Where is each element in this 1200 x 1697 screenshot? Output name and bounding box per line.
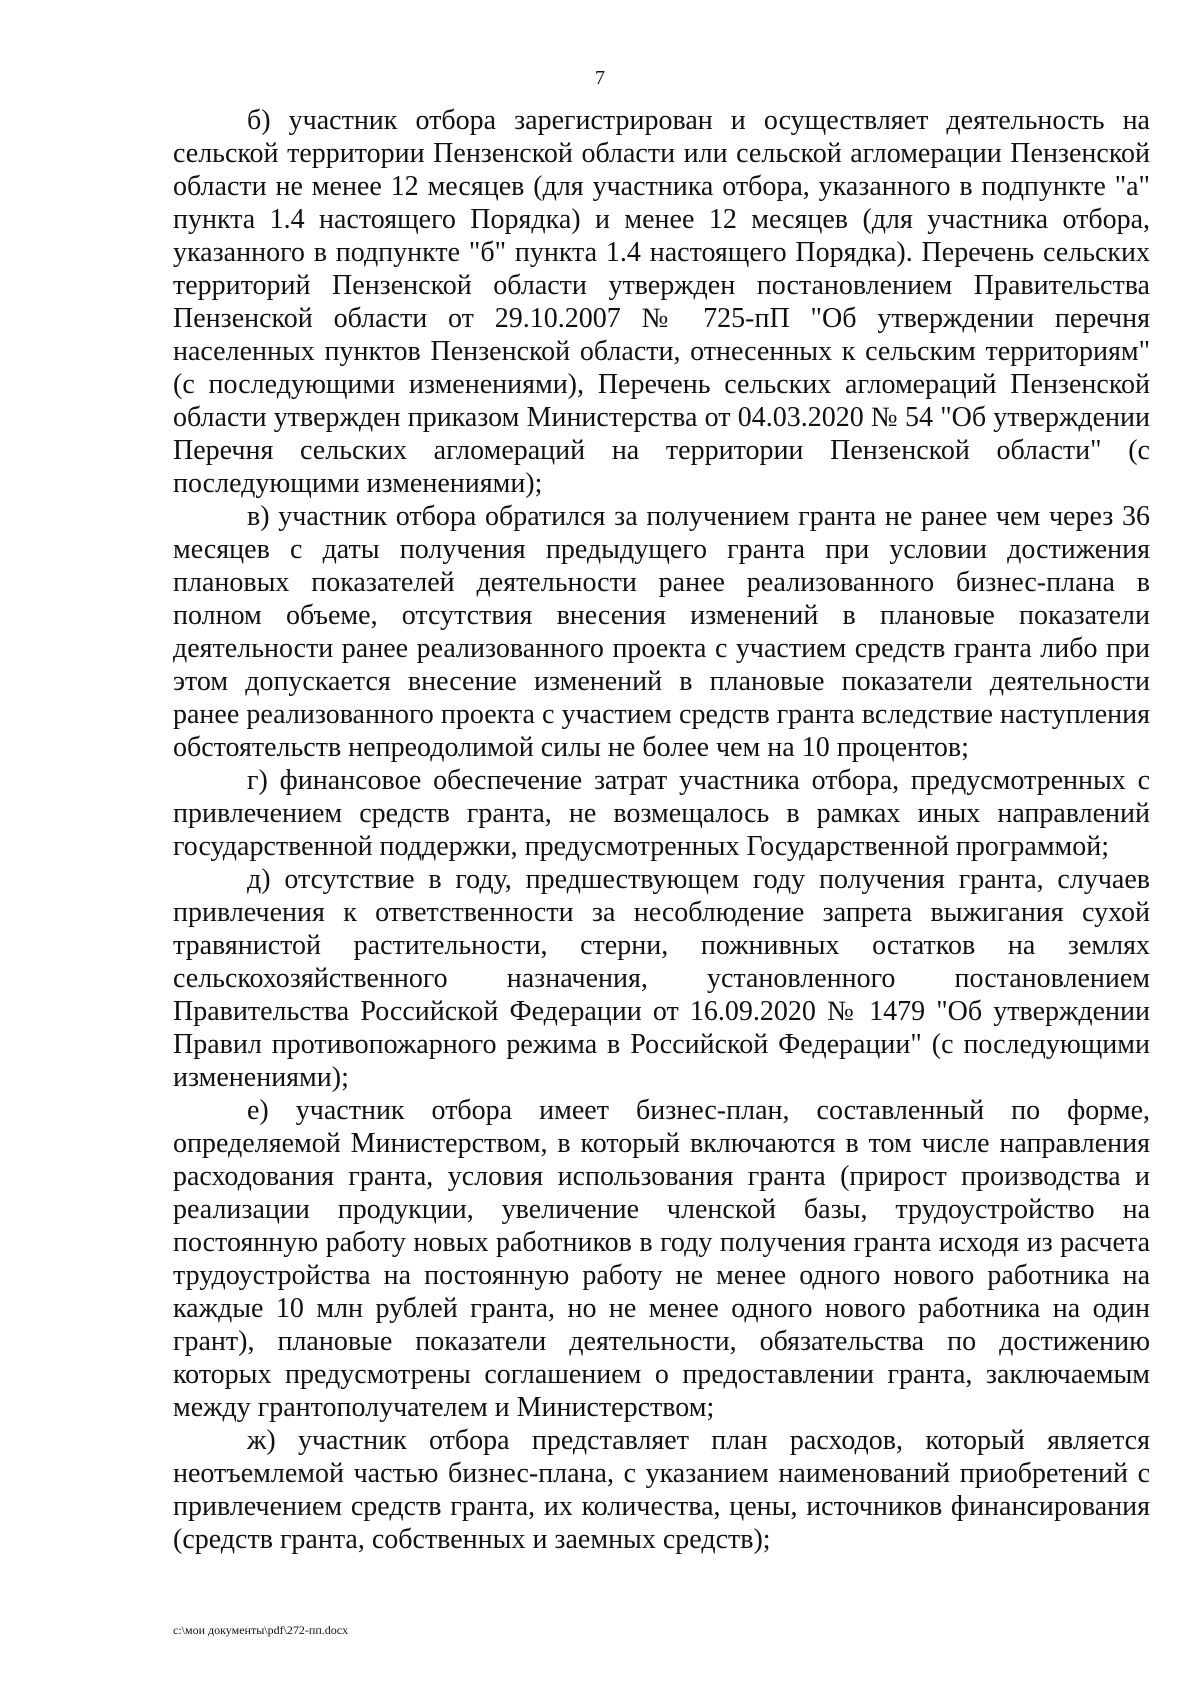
paragraph-v: в) участник отбора обратился за получением гранта не ранее чем через 36 месяцев с даты получения предыдущего гранта при условии достижения плановых показателей деятельности ранее реализованного бизнес-плана в полном объеме, отсутствия внесения изменений в плановые показатели деятельности ранее реализованного проекта с участием средств гранта либо при этом допускается внесение изменений в плановые показатели деятельности ранее реализованного проекта с участием средств гранта вследствие наступления обстоятельств непреодолимой силы не более чем на 10 процентов; [173, 501, 1150, 763]
paragraph-b: б) участник отбора зарегистрирован и осуществляет деятельность на сельской территории Пензенской области или сельской агломерации Пензенской области не менее 12 месяцев (для участника отбора, указанного в подпункте "а" пункта 1.4 настоящего Порядка) и менее 12 месяцев (для участника отбора, указанного в подпункте "б" пункта 1.4 настоящего Порядка). Перечень сельских территорий Пензенской области утвержден постановлением Правительства Пензенской области от 29.10.2007 № 725-пП "Об утверждении перечня населенных пунктов Пензенской области, отнесенных к сельским территориям" (с последующими изменениями), Перечень сельских агломераций Пензенской области утвержден приказом Министерства от 04.03.2020 № 54 "Об утверждении Перечня сельских агломераций на территории Пензенской области" (с последующими изменениями); [173, 105, 1150, 499]
paragraph-e: е) участник отбора имеет бизнес-план, составленный по форме, определяемой Министерством, в который включаются в том числе направления расходования гранта, условия использования гранта (прирост производства и реализации продукции, увеличение членской базы, трудоустройство на постоянную работу новых работников в году получения гранта исходя из расчета трудоустройства на постоянную работу не менее одного нового работника на каждые 10 млн рублей гранта, но не менее одного нового работника на один грант), плановые показатели деятельности, обязательства по достижению которых предусмотрены соглашением о предоставлении гранта, заключаемым между грантополучателем и Министерством; [173, 1095, 1150, 1423]
paragraph-d: д) отсутствие в году, предшествующем году получения гранта, случаев привлечения к ответственности за несоблюдение запрета выжигания сухой травянистой растительности, стерни, пожнивных остатков на землях сельскохозяйственного назначения, установленного постановлением Правительства Российской Федерации от 16.09.2020 № 1479 "Об утверждении Правил противопожарного режима в Российской Федерации" (с последующими изменениями); [173, 864, 1150, 1093]
document-body [173, 104, 1150, 1556]
footer-file-path: c:\мои документы\pdf\272-пп.docx [173, 1623, 349, 1637]
paragraph-g: г) финансовое обеспечение затрат участника отбора, предусмотренных с привлечением средств гранта, не возмещалось в рамках иных направлений государственной поддержки, предусмотренных Государственной программой; [173, 765, 1150, 862]
page-number: 7 [595, 67, 605, 89]
paragraph-zh: ж) участник отбора представляет план расходов, который является неотъемлемой частью бизнес-плана, с указанием наименований приобретений с привлечением средств гранта, их количества, цены, источников финансирования (средств гранта, собственных и заемных средств); [173, 1425, 1150, 1555]
